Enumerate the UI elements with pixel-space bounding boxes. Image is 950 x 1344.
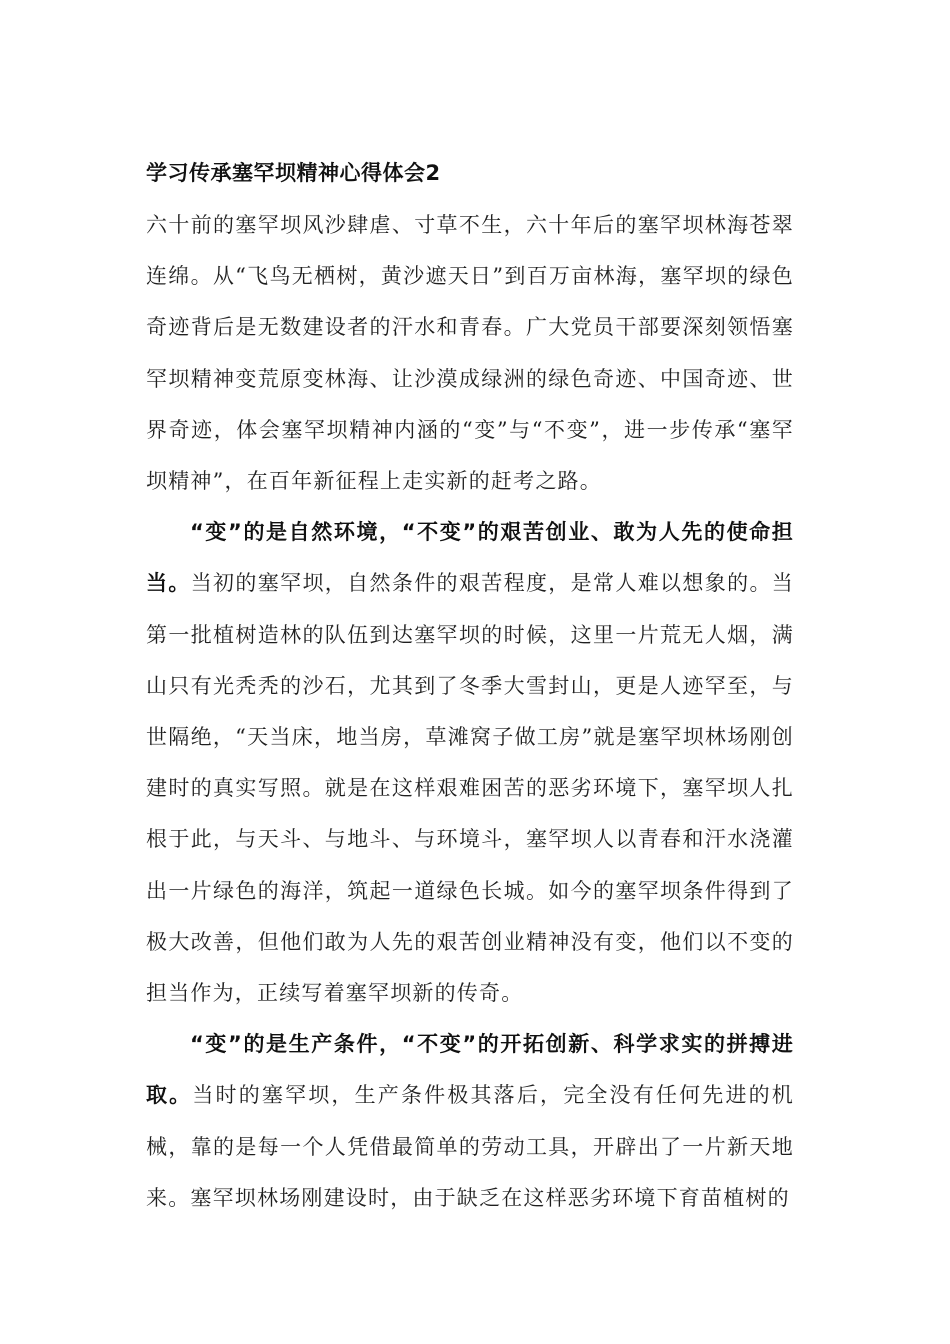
paragraph-intro [146, 200, 794, 507]
paragraph-lead: “变”的是生产条件，“不变”的开拓创新、科学求实的拼搏进取。 [146, 1032, 794, 1108]
paragraph-lead: “变”的是自然环境，“不变”的艰苦创业、敢为人先的使命担当。 [146, 520, 794, 596]
paragraph-body: 六十前的塞罕坝风沙肆虐、寸草不生，六十年后的塞罕坝林海苍翠连绵。从“飞鸟无栖树，黄沙遮天日”到百万亩林海，塞罕坝的绿色奇迹背后是无数建设者的汗水和青春。广大党员干部要深刻领悟塞罕坝精神变荒原变林海、让沙漠成绿洲的绿色奇迹、中国奇迹、世界奇迹，体会塞罕坝精神内涵的“变”与“不变”，进一步传承“塞罕坝精神”，在百年新征程上走实新的赶考之路。 [146, 213, 794, 494]
paragraph-production-conditions [146, 1019, 794, 1224]
document-title: 学习传承塞罕坝精神心得体会2 [146, 161, 441, 185]
paragraph-body: 当初的塞罕坝，自然条件的艰苦程度，是常人难以想象的。当第一批植树造林的队伍到达塞罕坝的时候，这里一片荒无人烟，满山只有光秃秃的沙石，尤其到了冬季大雪封山，更是人迹罕至，与世隔绝，“天当床，地当房，草滩窝子做工房”就是塞罕坝林场刚创建时的真实写照。就是在这样艰难困苦的恶劣环境下，塞罕坝人扎根于此，与天斗、与地斗、与环境斗，塞罕坝人以青春和汗水浇灌出一片绿色的海洋，筑起一道绿色长城。如今的塞罕坝条件得到了极大改善，但他们敢为人先的艰苦创业精神没有变，他们以不变的担当作为，正续写着塞罕坝新的传奇。 [146, 571, 794, 1006]
document-page [146, 154, 794, 1224]
paragraph-natural-environment [146, 507, 794, 1019]
paragraph-body: 当时的塞罕坝，生产条件极其落后，完全没有任何先进的机械，靠的是每一个人凭借最简单的劳动工具，开辟出了一片新天地来。塞罕坝林场刚建设时，由于缺乏在这样恶劣环境下育苗植树的 [146, 1083, 794, 1210]
